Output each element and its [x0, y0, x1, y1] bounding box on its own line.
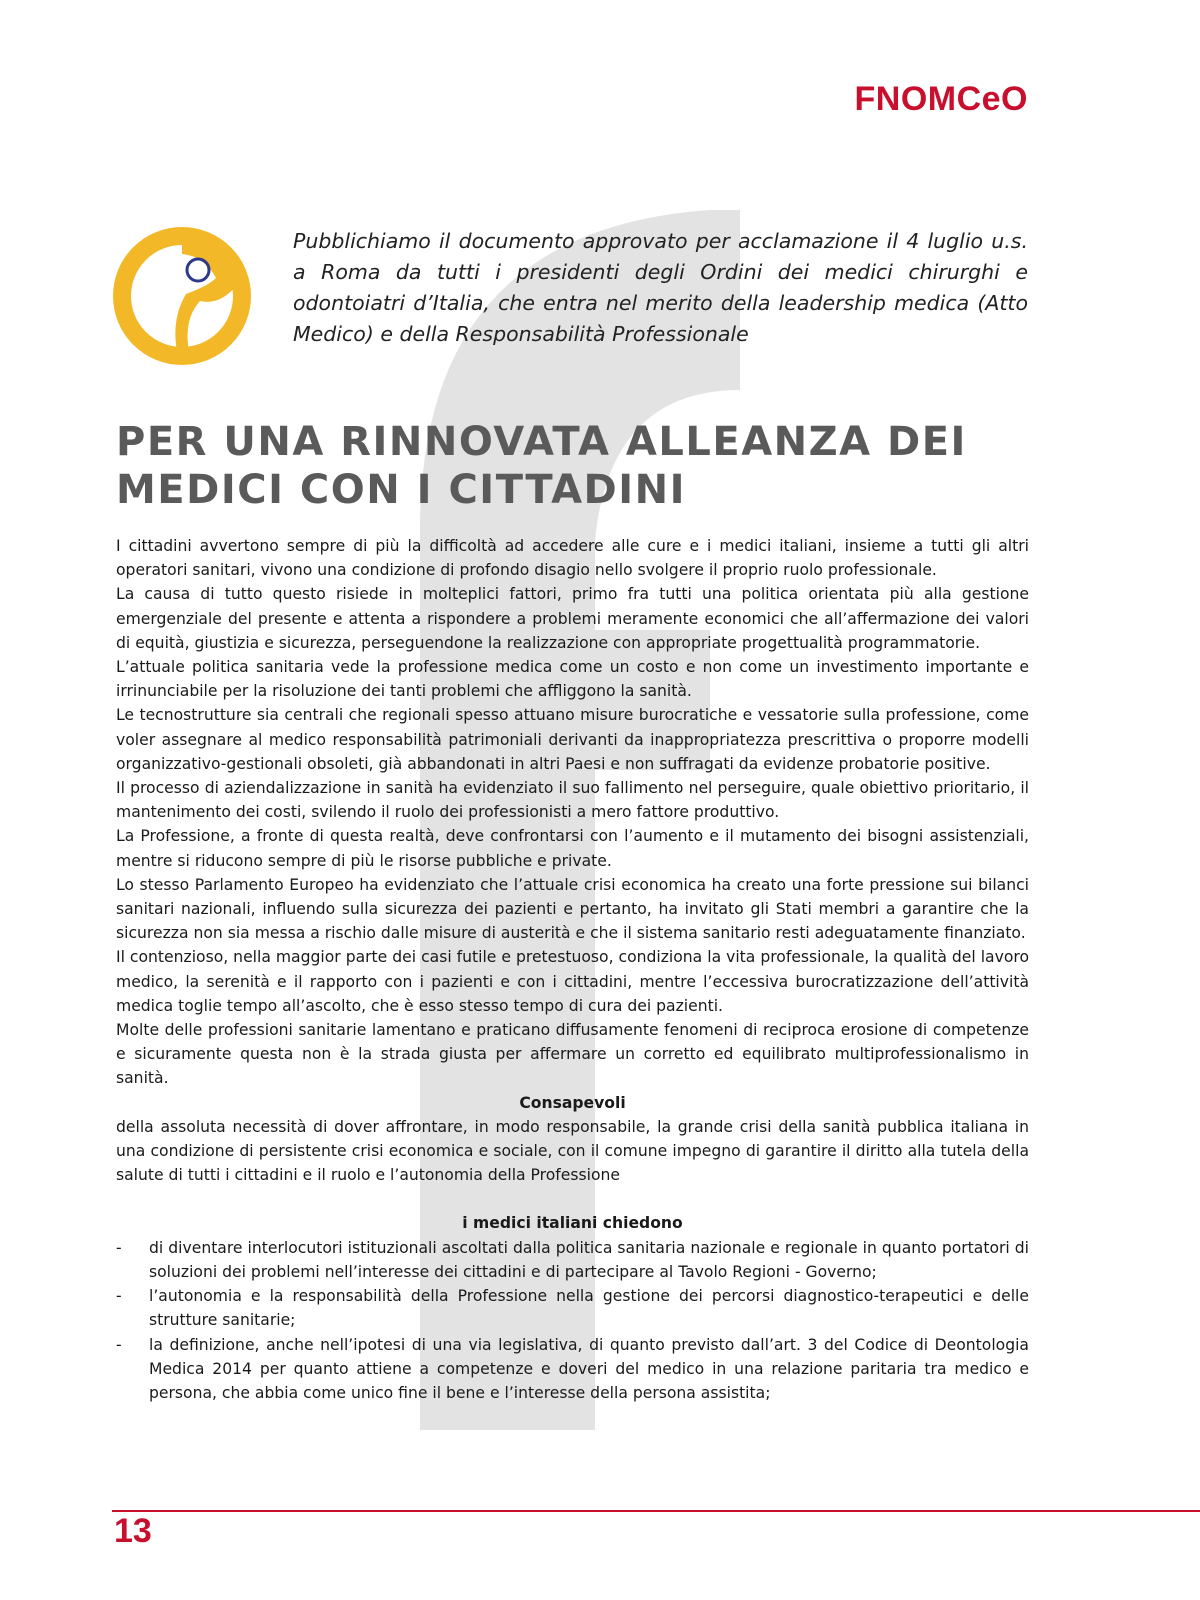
- brand-header: FNOMCeO: [854, 80, 1028, 118]
- chiedono-heading: i medici italiani chiedono: [462, 1214, 683, 1233]
- list-bullet: -: [116, 1287, 122, 1306]
- list-item-text: di diventare interlocutori istituzionali ascoltati dalla politica sanitaria nazionale e regionale in quanto portatori di soluzioni dei problemi nell’interesse dei cittadini e di partecipare al Tavolo Regioni - Governo;: [149, 1238, 1029, 1281]
- title-line-1: PER UNA RINNOVATA ALLEANZA DEI: [116, 419, 967, 465]
- body-paragraph: I cittadini avvertono sempre di più la difficoltà ad accedere alle cure e i medici italiani, insieme a tutti gli altri operatori sanitari, vivono una condizione di profondo disagio nello svolgere il proprio ruolo professionale.: [116, 537, 1029, 580]
- list-item: [116, 1236, 1029, 1284]
- list-item-text: la definizione, anche nell’ipotesi di una via legislativa, di quanto previsto dall’art. 3 del Codice di Deontologia Medica 2014 per quanto attiene a competenze e doveri del medico in una relazione paritaria tra medico e persona, che abbia come unico fine il bene e l’interesse della persona assistita;: [149, 1335, 1029, 1402]
- consapevoli-heading: Consapevoli: [519, 1093, 626, 1112]
- spacer: [116, 1187, 1029, 1211]
- intro-paragraph: Pubblichiamo il documento approvato per acclamazione il 4 luglio u.s. a Roma da tutti i presidenti degli Ordini dei medici chirurghi e odontoiatri d’Italia, che entra nel merito della leadership medica (Atto Medico) e della Responsabilità Professionale: [293, 229, 1028, 346]
- list-item: [116, 1333, 1029, 1406]
- body-paragraph: Il contenzioso, nella maggior parte dei casi futile e pretestuoso, condiziona la vita professionale, la qualità del lavoro medico, la serenità e il rapporto con i pazienti e con i cittadini, mentre l’eccessiva burocratizzazione dell’attività medica toglie tempo all’ascolto, che è esso stesso tempo di cura dei pazienti.: [116, 948, 1029, 1015]
- body-paragraph: L’attuale politica sanitaria vede la professione medica come un costo e non come un investimento importante e irrinunciabile per la risoluzione dei tanti problemi che affliggono la sanità.: [116, 658, 1029, 701]
- body-paragraph: Le tecnostrutture sia centrali che regionali spesso attuano misure burocratiche e vessatorie sulla professione, come voler assegnare al medico responsabilità patrimoniali derivanti da inappropriatezza prescrittiva o proporre modelli organizzativo-gestionali obsoleti, già abbandonati in altri Paesi e non suffragati da evidenze probatorie positive.: [116, 706, 1029, 773]
- page-number: 13: [114, 1512, 152, 1550]
- list-bullet: -: [116, 1238, 122, 1257]
- title-line-2: MEDICI CON I CITTADINI: [116, 467, 686, 513]
- serpent-logo-icon: [112, 226, 252, 366]
- body-paragraph: Molte delle professioni sanitarie lamentano e praticano diffusamente fenomeni di reciproca erosione di competenze e sicuramente questa non è la strada giusta per affermare un corretto ed equilibrato multiprofessionalismo in sanità.: [116, 1021, 1029, 1088]
- page-title: [116, 418, 1036, 514]
- list-bullet: -: [116, 1335, 122, 1354]
- body-paragraph: La Professione, a fronte di questa realtà, deve confrontarsi con l’aumento e il mutamento dei bisogni assistenziali, mentre si riducono sempre di più le risorse pubbliche e private.: [116, 827, 1029, 870]
- list-item: [116, 1284, 1029, 1332]
- body-paragraph: Lo stesso Parlamento Europeo ha evidenziato che l’attuale crisi economica ha creato una forte pressione sui bilanci sanitari nazionali, influendo sulla sicurezza dei pazienti e pertanto, ha invitato gli Stati membri a garantire che la sicurezza non sia messa a rischio dalle misure di austerità e che il sistema sanitario resti adeguatamente finanziato.: [116, 875, 1029, 943]
- list-item-text: l’autonomia e la responsabilità della Professione nella gestione dei percorsi diagnostico-terapeutici e delle strutture sanitarie;: [149, 1287, 1029, 1330]
- footer-divider: [112, 1510, 1200, 1512]
- body-paragraph: La causa di tutto questo risiede in molteplici fattori, primo fra tutti una politica orientata più alla gestione emergenziale del presente e attenta a rispondere a problemi meramente economici che all’affermazione dei valori di equità, giustizia e sicurezza, perseguendone la realizzazione con appropriate progettualità programmatorie.: [116, 585, 1029, 652]
- article-body: [116, 534, 1029, 1405]
- chiedono-list: [116, 1236, 1029, 1405]
- body-paragraph: Il processo di aziendalizzazione in sanità ha evidenziato il suo fallimento nel perseguire, quale obiettivo prioritario, il mantenimento dei costi, svilendo il ruolo dei professionisti a mero fattore produttivo.: [116, 779, 1029, 822]
- consapevoli-text: della assoluta necessità di dover affrontare, in modo responsabile, la grande crisi della sanità pubblica italiana in una condizione di persistente crisi economica e sociale, con il comune impegno di garantire il diritto alla tutela della salute di tutti i cittadini e il ruolo e l’autonomia della Professione: [116, 1117, 1029, 1185]
